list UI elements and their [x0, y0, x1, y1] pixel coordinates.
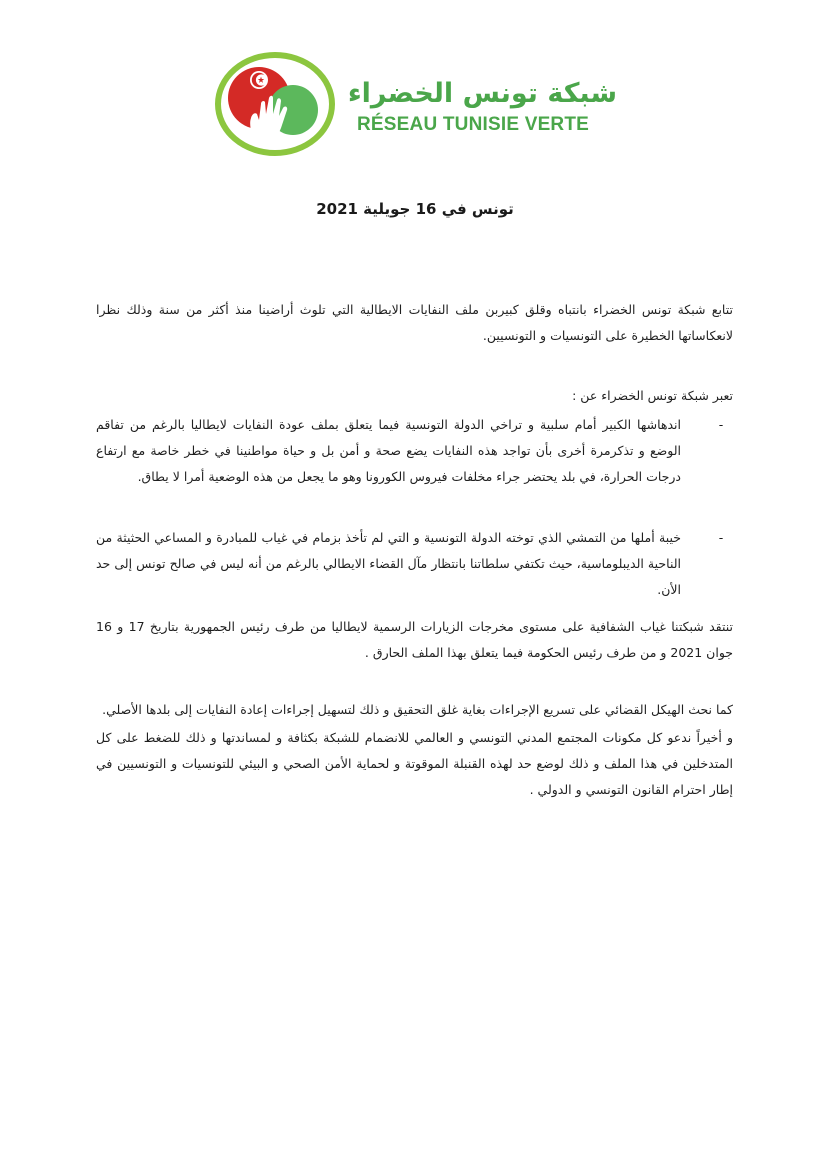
brand-name-arabic: شبكة تونس الخضراء [347, 78, 617, 109]
reseau-tunisie-verte-logo-icon [215, 52, 337, 156]
criticism-paragraph: تنتقد شبكتنا غياب الشفافية على مستوى مخرجات الزيارات الرسمية لايطاليا من طرف رئيس الجمهورية بتاريخ 17 و 16 جوان 2021 و من طرف رئيس الحكومة فيما يتعلق بهذا الملف الحارق . [96, 619, 733, 660]
intro-paragraph: تتابع شبكة تونس الخضراء بانتباه وقلق كبيربن ملف النفايات الايطالية التي تلوث أراضينا منذ أكثر من سنة وذلك نظرا لانعكاساتها الخطيرة على التونسيات و التونسيين. [96, 302, 733, 343]
bullet-marker: - [718, 530, 724, 545]
bullet-text: خيبة أملها من التمشي الذي توخته الدولة التونسية و التي لم تأخذ بزمام في غياب للمبادرة و المساعي الحثيثة من الناحية الديبلوماسية، حيث تكتفي سلطاتنا بانتظار مآل القضاء الايطالي بالرغم من أنه ليس في صالح تونس إلى حد الأن. [96, 530, 681, 597]
date-line: تونس في 16 جويلية 2021 [316, 200, 514, 218]
list-item [96, 525, 733, 605]
call-paragraph: و أخيراً ندعو كل مكونات المجتمع المدني التونسي و العالمي للانضمام للشبكة بكثافة و لمساندتها و ذلك للضغط على كل المتدخلين في هذا الملف و ذلك لوضع حد لهذه القنبلة الموقوتة و لحماية الأمن الصحي و البيئي للتونسيات و التونسيين في إطار احترام القانون التونسي و الدولي . [96, 730, 733, 797]
expresses-heading: تعبر شبكة تونس الخضراء عن : [572, 388, 733, 403]
list-item [96, 412, 733, 492]
judiciary-paragraph: كما نحث الهيكل القضائي على تسريع الإجراءات بغاية غلق التحقيق و ذلك لتسهيل إجراءات إعادة النفايات إلى بلدها الأصلي. [102, 702, 733, 717]
bullet-text: اندهاشها الكبير أمام سلبية و تراخي الدولة التونسية فيما يتعلق بملف عودة النفايات لايطاليا بالرغم من تفاقم الوضع و تذكرمرة أخرى بأن تواجد هذه النفايات يضع صحة و أمن بل و حياة مواطنينا في خطر خاصة مع ارتفاع درجات الحرارة، في بلد يحتضر جراء مخلفات فيروس الكورونا وهو ما يجعل من هذه الوضعية أمرا لا يطاق. [96, 417, 681, 484]
brand-name-french: RÉSEAU TUNISIE VERTE [357, 114, 590, 135]
letterhead [215, 52, 615, 158]
bullet-marker: - [718, 417, 724, 432]
